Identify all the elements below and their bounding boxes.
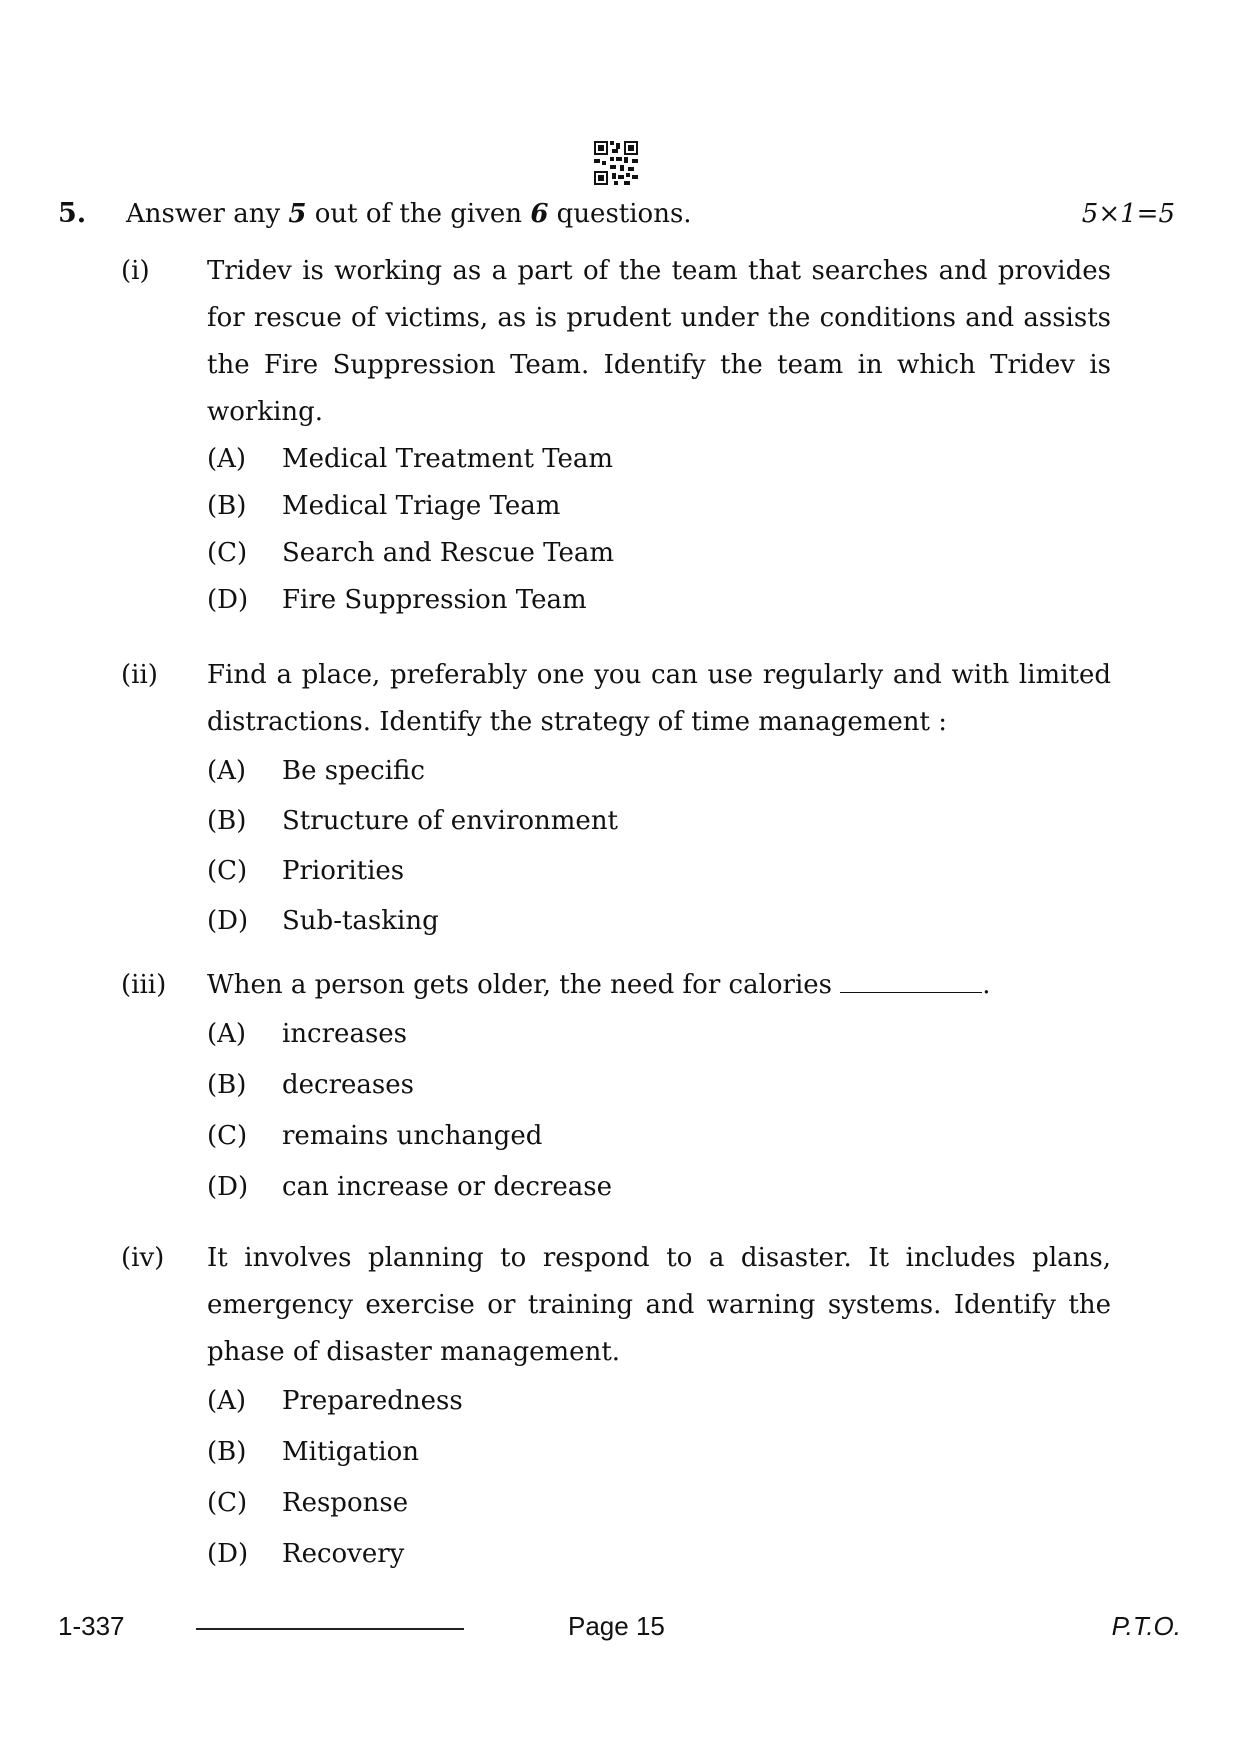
option-d [207,577,1111,624]
footer-divider [196,1628,464,1630]
option-letter: (C) [207,1488,248,1518]
sub-question-number: (i) [121,256,150,286]
option-text: Medical Treatment Team [282,444,614,474]
option-letter: (D) [207,906,249,936]
sub-question-number: (ii) [121,660,158,690]
option-c [207,1478,1111,1529]
option-text: Response [282,1488,409,1518]
option-text: Fire Suppression Team [282,585,587,615]
paper-code: 1-337 [58,1611,125,1641]
option-text: Be specific [282,756,425,786]
option-text: Recovery [282,1539,405,1569]
option-letter: (A) [207,1386,247,1416]
sub-question-number: (iv) [121,1243,165,1273]
option-letter: (A) [207,756,247,786]
option-list [207,746,1111,946]
option-list [207,436,1111,624]
option-text: decreases [282,1070,414,1100]
option-text: Structure of environment [282,806,619,836]
option-a [207,1009,1111,1060]
option-d [207,1162,1111,1213]
option-c [207,530,1111,577]
option-d [207,1529,1111,1580]
page-number: Page 15 [568,1611,665,1641]
option-list [207,1376,1111,1580]
question-count-answer: 5 [288,199,307,229]
sub-question-stem: Tridev is working as a part of the team that searches and provides for rescue of victims, as is prudent under the conditions and assists the Fire Suppression Team. Identify the team in which Tridev is working. [207,256,1111,427]
option-text: Mitigation [282,1437,420,1467]
sub-question-stem: Find a place, preferably one you can use regularly and with limited distractions. Identify the strategy of time management : [207,660,1111,737]
sub-question-iv [121,1235,1111,1580]
option-b [207,796,1111,846]
option-b [207,1427,1111,1478]
sub-question-stem: It involves planning to respond to a disaster. It includes plans, emergency exercise or training and warning systems. Identify the phase of disaster management. [207,1243,1111,1367]
option-d [207,896,1111,946]
option-c [207,846,1111,896]
sub-question-stem: When a person gets older, the need for calories . [207,970,991,1000]
option-text: Search and Rescue Team [282,538,614,568]
option-letter: (D) [207,1539,249,1569]
option-a [207,746,1111,796]
option-text: Medical Triage Team [282,491,561,521]
option-list [207,1009,1111,1213]
option-letter: (B) [207,1437,247,1467]
option-text: remains unchanged [282,1121,543,1151]
question-number: 5. [58,198,87,229]
option-text: can increase or decrease [282,1172,612,1202]
option-letter: (C) [207,1121,248,1151]
option-letter: (B) [207,491,247,521]
question-instruction: Answer any 5 out of the given 6 questions. [126,199,692,229]
option-letter: (B) [207,806,247,836]
qr-code-icon [594,141,638,185]
option-letter: (A) [207,1019,247,1049]
option-letter: (D) [207,1172,249,1202]
option-c [207,1111,1111,1162]
sub-question-iii [121,962,1111,1213]
option-letter: (B) [207,1070,247,1100]
sub-question-ii [121,652,1111,946]
option-text: Priorities [282,856,405,886]
answer-blank [840,970,982,993]
please-turn-over: P.T.O. [1111,1611,1181,1641]
option-text: increases [282,1019,408,1049]
option-text: Preparedness [282,1386,463,1416]
option-letter: (C) [207,538,248,568]
option-a [207,436,1111,483]
option-b [207,1060,1111,1111]
option-text: Sub-tasking [282,906,439,936]
sub-question-i [121,248,1111,624]
option-letter: (C) [207,856,248,886]
question-count-total: 6 [530,199,549,229]
sub-question-number: (iii) [121,970,167,1000]
option-letter: (D) [207,585,249,615]
option-a [207,1376,1111,1427]
marks-allocation: 5×1=5 [1081,199,1175,229]
option-letter: (A) [207,444,247,474]
option-b [207,483,1111,530]
